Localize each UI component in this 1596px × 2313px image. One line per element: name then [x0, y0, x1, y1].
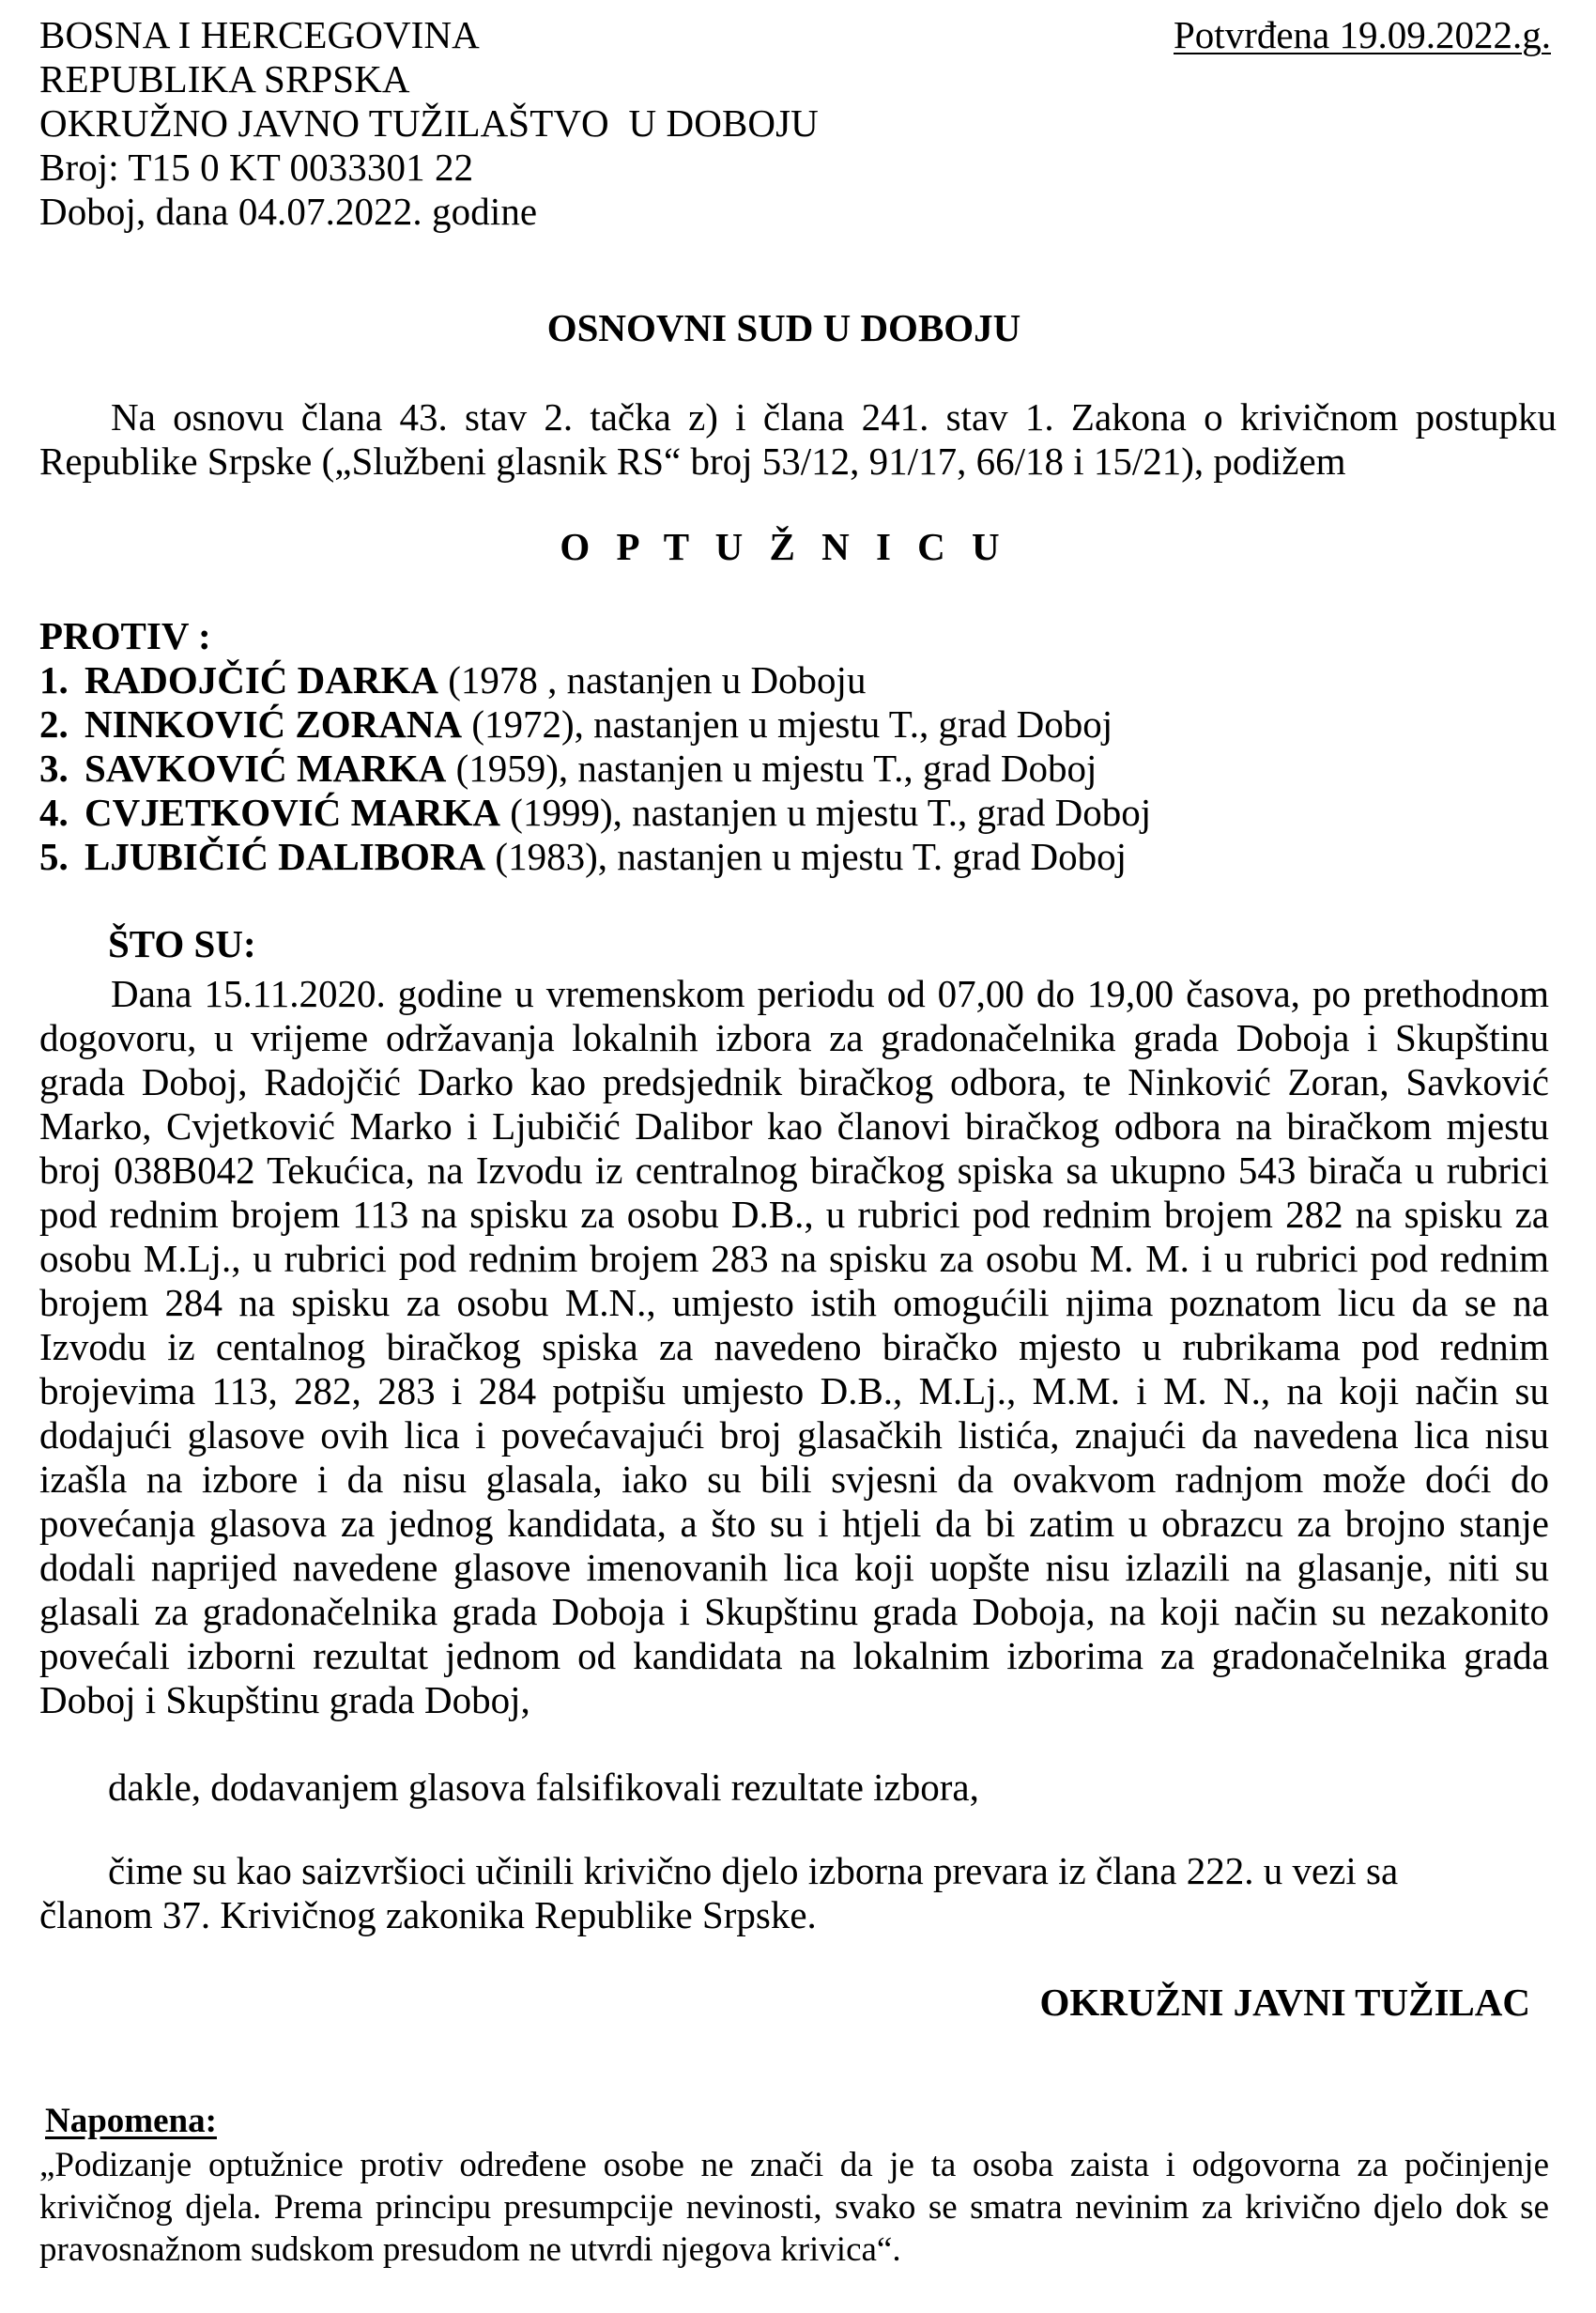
confirmation-stamp: Potvrđena 19.09.2022.g. — [1174, 13, 1551, 56]
list-item — [39, 658, 1596, 702]
defendant-details: (1983), nastanjen u mjestu T. grad Doboj — [495, 835, 1127, 878]
defendant-number: 4. — [39, 791, 69, 834]
defendant-name: NINKOVIĆ ZORANA — [84, 702, 463, 746]
defendant-name: CVJETKOVIĆ MARKA — [84, 791, 501, 834]
defendant-details: (1978 , nastanjen u Doboju — [448, 658, 867, 702]
defendant-number: 2. — [39, 702, 69, 746]
defendant-name: SAVKOVIĆ MARKA — [84, 747, 447, 790]
charge-conclusion-2-line1: čime su kao saizvršioci učinili krivično djelo izborna prevara iz člana 222. u vezi sa — [108, 1849, 1399, 1892]
charge-heading: ŠTO SU: — [108, 922, 256, 965]
note-text: „Podizanje optužnice protiv određene osobe ne znači da je ta osoba zaista i odgovorna za počinjenje krivičnog djela. Prema principu presumpcije nevinosti, svako se smatra nevinim za krivično djelo dok se pravosnažnom sudskom presudom ne utvrdi njegova krivica“. — [39, 2146, 1549, 2269]
letterhead-line-entity: REPUBLIKA SRPSKA — [39, 57, 410, 100]
note-block — [39, 2100, 1549, 2271]
defendant-details: (1959), nastanjen u mjestu T., grad Doboj — [455, 747, 1097, 790]
charge-body-paragraph: Dana 15.11.2020. godine u vremenskom periodu od 07,00 do 19,00 časova, po prethodnom dogovoru, u vrijeme održavanja lokalnih izbora za gradonačelnika grada Doboja i Skupštinu grada Doboj, Radojčić Darko kao predsjednik biračkog odbora, te Ninković Zoran, Savković Marko, Cvjetković Marko i Ljubičić Dalibor kao članovi biračkog odbora na biračkom mjestu broj 038B042 Tekućica, na Izvodu iz centralnog biračkog spiska sa ukupno 543 birača u rubrici pod rednim brojem 113 na spisku za osobu D.B., u rubrici pod rednim brojem 282 na spisku za osobu M.Lj., u rubrici pod rednim brojem 283 na spisku za osobu M. M. i u rubrici pod rednim brojem 284 na spisku za osobu M.N., umjesto istih omogućili njima poznatom licu da se na Izvodu iz centalnog biračkog spiska za navedeno biračko mjesto u rubrikama pod rednim brojevima 113, 282, 283 i 284 potpišu umjesto D.B., M.Lj., M.M. i M. N., na koji način su dodajući glasove ovih lica i povećavajući broj glasačkih listića, znajući da navedena lica nisu izašla na izbore i da nisu glasala, iako su bili svjesni da ovakvom radnjom može doći do povećanja glasova za jednog kandidata, a što su i htjeli da bi zatim u obrazcu za brojno stanje dodali naprijed navedene glasove imenovanih lica koji uopšte nisu izlazili na glasanje, niti su glasali za gradonačelnika grada Doboja i Skupštinu grada Doboja, na koji način su nezakonito povećali izborni rezultat jednom od kandidata na lokalnim izborima za gradonačelnika grada Doboj i Skupštinu grada Doboj, — [39, 972, 1549, 1721]
signature-title: OKRUŽNI JAVNI TUŽILAC — [1039, 1981, 1530, 2024]
letterhead-line-case-number: Broj: T15 0 KT 0033301 22 — [39, 146, 474, 189]
defendant-number: 3. — [39, 747, 69, 790]
court-title: OSNOVNI SUD U DOBOJU — [546, 306, 1021, 349]
defendant-number: 1. — [39, 658, 69, 702]
legal-basis-paragraph: Na osnovu člana 43. stav 2. tačka z) i člana 241. stav 1. Zakona o krivičnom postupku Republike Srpske („Službeni glasnik RS“ broj 53/12, 91/17, 66/18 i 15/21), podižem — [39, 395, 1557, 483]
list-item — [39, 747, 1596, 791]
document-header — [0, 0, 1596, 254]
charge-conclusion-1: dakle, dodavanjem glasova falsifikovali rezultate izbora, — [108, 1766, 979, 1809]
defendant-list — [0, 658, 1596, 879]
note-label: Napomena: — [45, 2102, 217, 2140]
defendant-details: (1999), nastanjen u mjestu T., grad Doboj — [510, 791, 1152, 834]
letterhead-line-place-date: Doboj, dana 04.07.2022. godine — [39, 190, 538, 233]
charge-conclusion-2-line2: članom 37. Krivičnog zakonika Republike Srpske. — [39, 1893, 817, 1936]
list-item — [39, 835, 1596, 879]
defendant-name: LJUBIČIĆ DALIBORA — [84, 835, 486, 878]
against-label: PROTIV : — [39, 614, 211, 657]
list-item — [39, 791, 1596, 835]
list-item — [39, 702, 1596, 747]
defendant-number: 5. — [39, 835, 69, 878]
letterhead-line-country: BOSNA I HERCEGOVINA — [39, 13, 480, 56]
defendant-details: (1972), nastanjen u mjestu T., grad Doboj — [471, 702, 1113, 746]
defendant-name: RADOJČIĆ DARKA — [84, 658, 438, 702]
indictment-heading: O P T U Ž N I C U — [560, 525, 1008, 568]
letterhead-line-office: OKRUŽNO JAVNO TUŽILAŠTVO U DOBOJU — [39, 101, 819, 145]
